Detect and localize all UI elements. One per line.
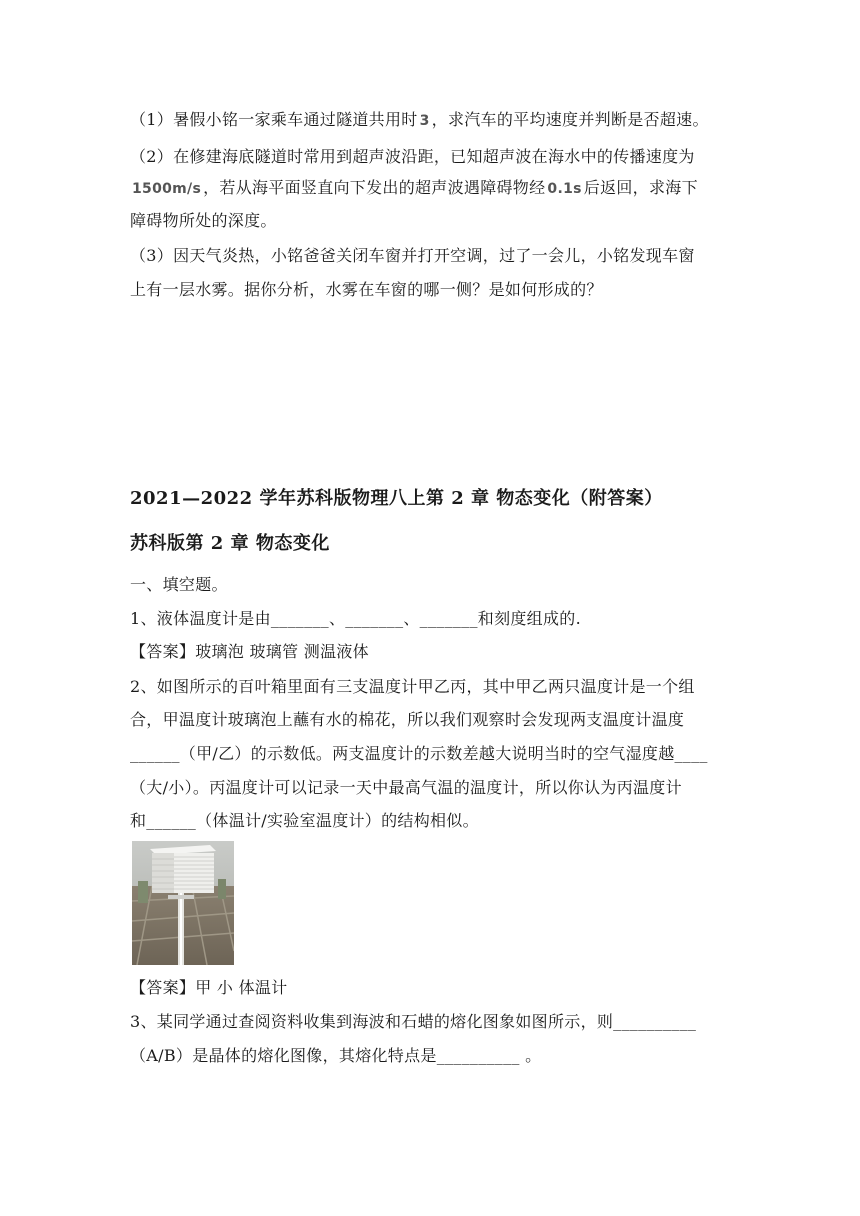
duration-value-image: 0.1s xyxy=(547,181,582,197)
question-2-line-3: ______（甲/乙）的示数低。两支温度计的示数差越大说明当时的空气湿度越____ xyxy=(130,744,708,763)
question-2-line-4: （大/小）。丙温度计可以记录一天中最高气温的温度计，所以你认为丙温度计 xyxy=(130,778,682,797)
document-title: 2021—2022 学年苏科版物理八上第 2 章 物态变化（附答案） xyxy=(130,488,663,509)
part-1-text-a: （1）暑假小铭一家乘车通过隧道共用时 xyxy=(130,110,418,129)
question-2-line-2: 合，甲温度计玻璃泡上蘸有水的棉花，所以我们观察时会发现两支温度计温度 xyxy=(130,710,685,729)
question-2-line-1: 2、如图所示的百叶箱里面有三支温度计甲乙丙，其中甲乙两只温度计是一个组 xyxy=(130,677,695,696)
speed-value-image: 1500m/s xyxy=(132,181,202,197)
question-3-line-1: 3、某同学通过查阅资料收集到海波和石蜡的熔化图象如图所示，则__________ xyxy=(130,1012,697,1031)
question-part-2-line-2 xyxy=(130,177,698,200)
time-value-image: 3 xyxy=(419,113,430,129)
chapter-subtitle: 苏科版第 2 章 物态变化 xyxy=(130,533,330,554)
section-heading: 一、填空题。 xyxy=(130,575,228,594)
part-2-text-a: ，若从海平面竖直向下发出的超声波遇障碍物经 xyxy=(203,178,546,197)
answer-1: 【答案】玻璃泡 玻璃管 测温液体 xyxy=(130,642,369,661)
answer-2: 【答案】甲 小 体温计 xyxy=(130,978,288,997)
question-2-line-5: 和______（体温计/实验室温度计）的结构相似。 xyxy=(130,811,479,830)
question-part-2-line-3: 障碍物所处的深度。 xyxy=(130,211,277,230)
question-part-3-line-2: 上有一层水雾。据你分析，水雾在车窗的哪一侧？是如何形成的？ xyxy=(130,280,603,299)
stevenson-screen-photo xyxy=(132,841,234,965)
question-part-3-line-1: （3）因天气炎热，小铭爸爸关闭车窗并打开空调，过了一会儿，小铭发现车窗 xyxy=(130,246,695,265)
question-3-line-2: （A/B）是晶体的熔化图像，其熔化特点是__________ 。 xyxy=(130,1046,542,1065)
part-2-text-b: 后返回，求海下 xyxy=(583,178,698,197)
question-part-2-line-1: （2）在修建海底隧道时常用到超声波沿距，已知超声波在海水中的传播速度为 xyxy=(130,147,695,166)
question-1: 1、液体温度计是由_______、_______、_______和刻度组成的. xyxy=(130,609,581,628)
question-part-1 xyxy=(130,109,709,132)
part-1-text-b: ，求汽车的平均速度并判断是否超速。 xyxy=(431,110,709,129)
